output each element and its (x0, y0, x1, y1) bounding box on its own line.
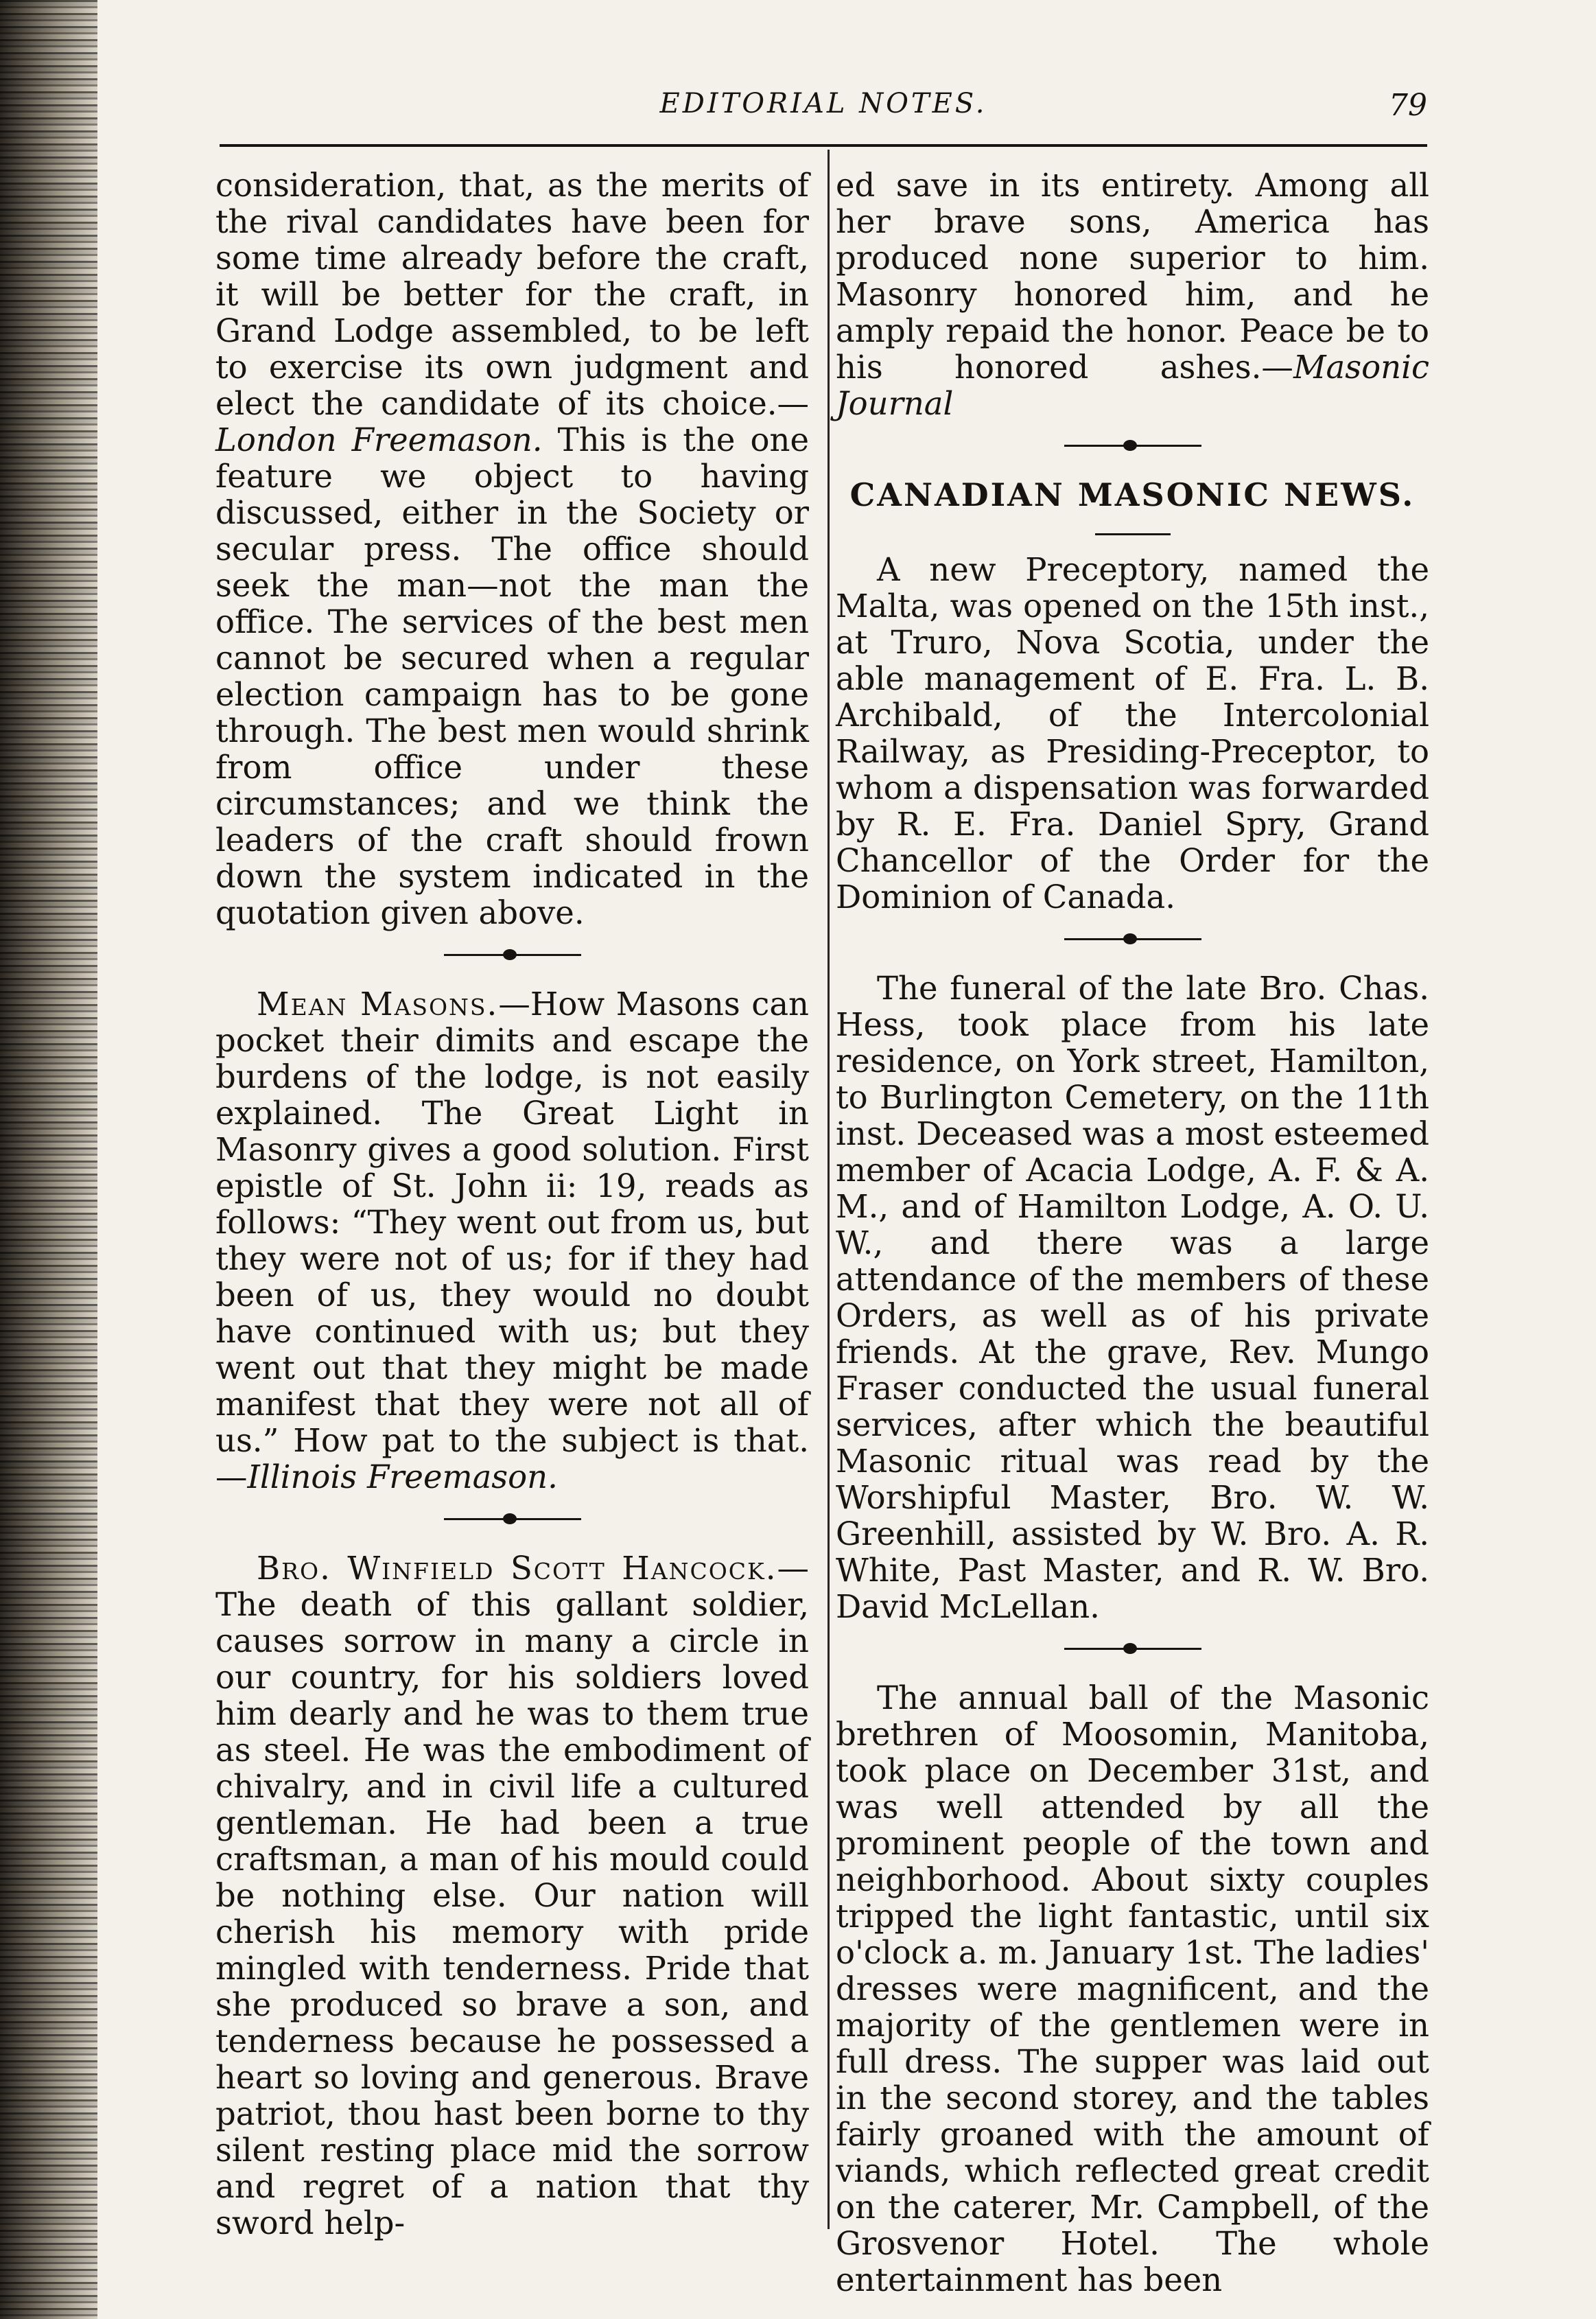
header-rule (220, 144, 1427, 147)
source-citation: Illinois Freemason. (247, 1458, 558, 1495)
article-heading: Mean Masons. (257, 986, 499, 1023)
source-citation: London Freemason. (215, 421, 543, 458)
section-divider (1064, 432, 1201, 459)
section-divider (444, 1505, 581, 1533)
section-title: CANADIAN MASONIC NEWS. (849, 476, 1416, 513)
continued-text-2: This is the one feature we object to having discussed, either in the Society or secular press. The office should seek the man—not the man the office. The services of the best men cannot be secured when a regular election campaign has to be gone through. The best men would shrink from office under these circumstances; and we think the leaders of the craft should frown down the system indicated in the quotation given above. (215, 421, 809, 931)
continued-article (215, 167, 809, 931)
book-binding-edge (0, 0, 97, 2319)
left-column (215, 167, 809, 2241)
article-text: —The death of this gallant soldier, causes sorrow in many a circle in our country, for his soldiers loved him dearly and he was to them true as steel. He was the embodiment of chivalry, and in civil life a cultured gentleman. He had been a true craftsman, a man of his mould could be nothing else. Our nation will cherish his memory with pride mingled with tenderness. Pride that she produced so brave a son, and tenderness because he possessed a heart so loving and generous. Brave patriot, thou hast been borne to thy silent resting place mid the sorrow and regret of a nation that thy sword help- (215, 1550, 809, 2241)
right-column (836, 167, 1429, 2298)
continued-text: consideration, that, as the merits of the rival candidates have been for some time already before the craft, it will be better for the craft, in Grand Lodge assembled, to be left to exercise its own judgment and elect the candidate of its choice.— (215, 167, 809, 422)
section-divider (444, 941, 581, 968)
source-citation: Masonic Journal (836, 349, 1429, 422)
column-divider (828, 150, 830, 2229)
section-divider (1064, 925, 1201, 953)
mean-masons-article (215, 986, 809, 1495)
hancock-article-continued (836, 167, 1429, 422)
article-heading: Bro. Winfield Scott Hancock. (257, 1550, 777, 1587)
funeral-article: The funeral of the late Bro. Chas. Hess, took place from his late residence, on York street, Hamilton, to Burlington Cemetery, on the 11th inst. Deceased was a most esteemed member of Acacia Lodge, A. F. & A. M., and of Hamilton Lodge, A. O. U. W., and there was a large attendance of the members of these Orders, as well as of his private friends. At the grave, Rev. Mungo Fraser conducted the usual funeral services, after which the beautiful Masonic ritual was read by the Worshipful Master, Bro. W. W. Greenhill, assisted by W. Bro. A. R. White, Past Master, and R. W. Bro. David McLellan. (836, 970, 1429, 1625)
article-text: —How Masons can pocket their dimits and escape the burdens of the lodge, is not easily explained. The Great Light in Masonry gives a good solution. First epistle of St. John ii: 19, reads as follows: “They went out from us, but they were not of us; for if they had been of us, they would no doubt have continued with us; but they went out that they might be made manifest that they were not all of us.” How pat to the subject is that.— (215, 986, 809, 1495)
ball-article: The annual ball of the Masonic brethren of Moosomin, Manitoba, took place on December 31st, and was well attended by all the prominent people of the town and neighborhood. About sixty couples tripped the light fantastic, until six o'clock a. m. January 1st. The ladies' dresses were magnificent, and the majority of the gentlemen were in full dress. The supper was laid out in the second storey, and the tables fairly groaned with the amount of viands, which reflected great credit on the caterer, Mr. Campbell, of the Grosvenor Hotel. The whole entertainment has been (836, 1679, 1429, 2298)
page-number: 79 (1389, 88, 1427, 123)
running-head: EDITORIAL NOTES. (659, 88, 987, 119)
title-underline (1095, 520, 1171, 538)
article-text: ed save in its entirety. Among all her brave sons, America has produced none superior to him. Masonry honored him, and he amply repaid the honor. Peace be to his honored ashes.— (836, 167, 1429, 386)
hancock-article (215, 1550, 809, 2241)
section-divider (1064, 1635, 1201, 1662)
preceptory-article: A new Preceptory, named the Malta, was opened on the 15th inst., at Truro, Nova Scotia, under the able management of E. Fra. L. B. Archibald, of the Intercolonial Railway, as Presiding-Preceptor, to whom a dispensation was forwarded by R. E. Fra. Daniel Spry, Grand Chancellor of the Order for the Dominion of Canada. (836, 551, 1429, 916)
page-header (220, 82, 1427, 151)
